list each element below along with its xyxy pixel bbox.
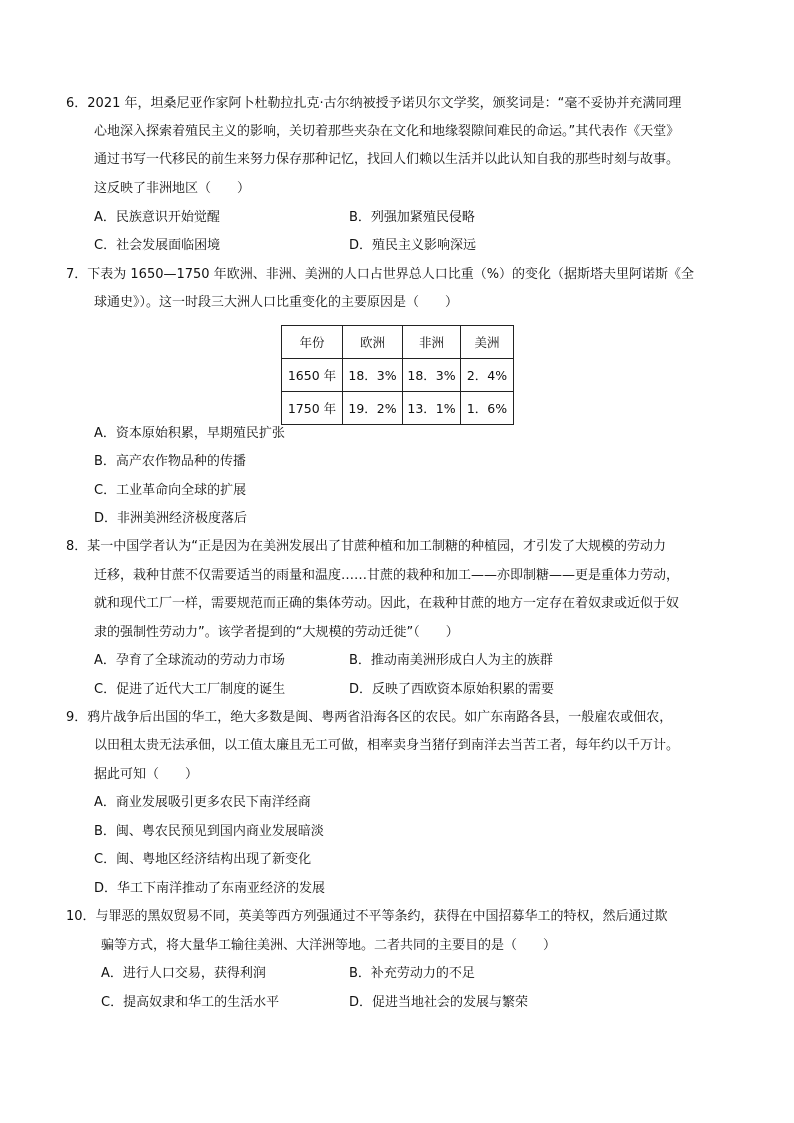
table-header-cell: 欧洲	[343, 326, 403, 359]
option-a[interactable]: A．商业发展吸引更多农民下南洋经商	[94, 795, 311, 810]
option-c[interactable]: C．闽、粤地区经济结构出现了新变化	[94, 852, 312, 867]
option-a[interactable]: A．民族意识开始觉醒	[94, 210, 220, 225]
table-cell: 1．6%	[461, 392, 514, 425]
option-b[interactable]: B．高产农作物品种的传播	[94, 454, 246, 469]
question-stem-line: 7．下表为 1650—1750 年欧洲、非洲、美洲的人口占世界总人口比重（%）的变化（据斯塔夫里阿诺斯《全	[66, 267, 695, 282]
table-cell: 18．3%	[343, 359, 403, 392]
table-header-cell: 年份	[282, 326, 343, 359]
table-header-cell: 美洲	[461, 326, 514, 359]
population-table	[281, 325, 514, 425]
table-cell: 13．1%	[403, 392, 461, 425]
question-stem-line: 迁移，栽种甘蔗不仅需要适当的雨量和温度……甘蔗的栽种和加工——亦即制糖——更是重体力劳动，	[94, 568, 680, 583]
question-stem-line: 就和现代工厂一样，需要规范而正确的集体劳动。因此，在栽种甘蔗的地方一定存在着奴隶或近似于奴	[94, 596, 680, 611]
question-stem-line: 10．与罪恶的黑奴贸易不同，英美等西方列强通过不平等条约，获得在中国招募华工的特权，然后通过欺	[66, 909, 668, 924]
question-stem-line: 球通史》）。这一时段三大洲人口比重变化的主要原因是（ ）	[94, 295, 459, 310]
table-cell: 2．4%	[461, 359, 514, 392]
option-d[interactable]: D．促进当地社会的发展与繁荣	[349, 995, 529, 1010]
question-stem-line: 通过书写一代移民的前生来努力保存那种记忆，找回人们赖以生活并以此认知自我的那些时刻与故事。	[94, 152, 680, 167]
table-cell: 18．3%	[403, 359, 461, 392]
table-row	[282, 392, 514, 425]
table-cell: 1750 年	[282, 392, 343, 425]
question-stem-line: 隶的强制性劳动力”。该学者提到的“大规模的劳动迁徙”（ ）	[94, 625, 459, 640]
option-c[interactable]: C．工业革命向全球的扩展	[94, 483, 247, 498]
question-stem-line: 骗等方式，将大量华工输往美洲、大洋洲等地。二者共同的主要目的是（ ）	[101, 938, 557, 953]
table-header-cell: 非洲	[403, 326, 461, 359]
option-a[interactable]: A．进行人口交易，获得利润	[101, 966, 266, 981]
option-c[interactable]: C．促进了近代大工厂制度的诞生	[94, 682, 286, 697]
question-stem-line: 6．2021 年，坦桑尼亚作家阿卜杜勒拉扎克·古尔纳被授予诺贝尔文学奖，颁奖词是：“毫不妥协并充满同理	[66, 96, 682, 111]
option-d[interactable]: D．殖民主义影响深远	[349, 238, 477, 253]
question-stem-line: 这反映了非洲地区（ ）	[94, 181, 251, 196]
option-d[interactable]: D．华工下南洋推动了东南亚经济的发展	[94, 881, 326, 896]
option-d[interactable]: D．反映了西欧资本原始积累的需要	[349, 682, 555, 697]
option-a[interactable]: A．资本原始积累，早期殖民扩张	[94, 426, 285, 441]
table-row	[282, 359, 514, 392]
question-stem-line: 9．鸦片战争后出国的华工，绝大多数是闽、粤两省沿海各区的农民。如广东南路各县，一般雇农或佃农，	[66, 710, 673, 725]
question-stem-line: 据此可知（ ）	[94, 767, 199, 782]
question-stem-line: 8．某一中国学者认为“正是因为在美洲发展出了甘蔗种植和加工制糖的种植园，才引发了大规模的劳动力	[66, 539, 667, 554]
option-b[interactable]: B．推动南美洲形成白人为主的族群	[349, 653, 553, 668]
option-b[interactable]: B．补充劳动力的不足	[349, 966, 475, 981]
option-d[interactable]: D．非洲美洲经济极度落后	[94, 511, 248, 526]
option-c[interactable]: C．社会发展面临困境	[94, 238, 221, 253]
option-b[interactable]: B．列强加紧殖民侵略	[349, 210, 475, 225]
table-cell: 19．2%	[343, 392, 403, 425]
option-c[interactable]: C．提高奴隶和华工的生活水平	[101, 995, 280, 1010]
question-stem-line: 以田租太贵无法承佃，以工值太廉且无工可做，相率卖身当猪仔到南洋去当苦工者，每年约以千万计。	[94, 738, 680, 753]
table-cell: 1650 年	[282, 359, 343, 392]
question-stem-line: 心地深入探索着殖民主义的影响，关切着那些夹杂在文化和地缘裂隙间难民的命运。”其代表作《天堂》	[94, 124, 680, 139]
table-header-row	[282, 326, 514, 359]
option-a[interactable]: A．孕育了全球流动的劳动力市场	[94, 653, 285, 668]
option-b[interactable]: B．闽、粤农民预见到国内商业发展暗淡	[94, 824, 324, 839]
